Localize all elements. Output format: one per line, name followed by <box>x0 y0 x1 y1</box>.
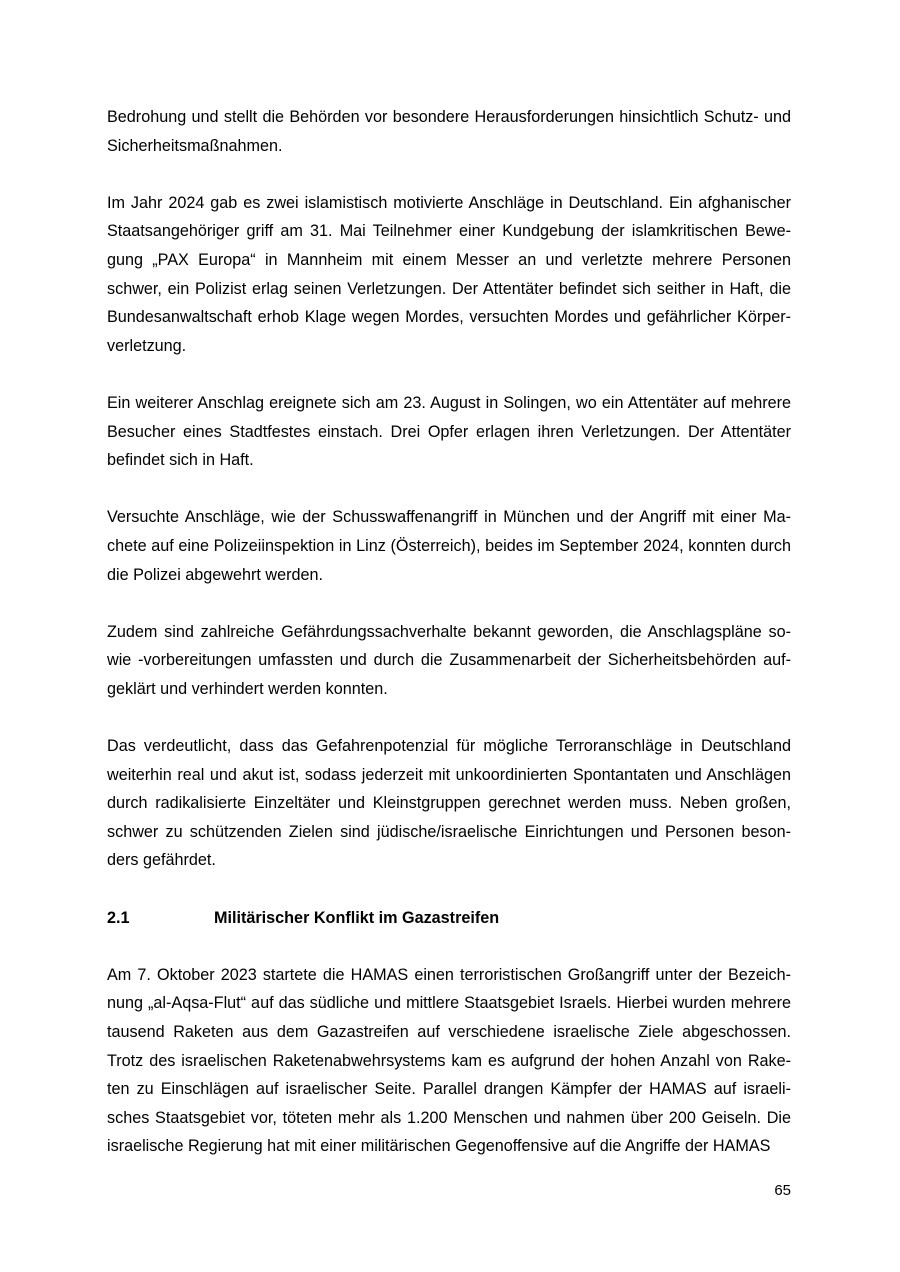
paragraph-threat-potential: Das verdeutlicht, dass das Gefahrenpotenzial für mögliche Terroranschläge in Deutschland weiterhin real und akut ist, sodass jederzeit mit unkoordinierten Spontantaten und Anschlägen durch radikalisierte Einzeltäter und Kleinstgruppen gerechnet werden muss. Neben großen, schwer zu schützenden Zielen sind jüdische/israelische Einrichtungen und Personen besonders gefährdet. <box>107 737 791 870</box>
page-content <box>107 103 791 1190</box>
page-number: 65 <box>774 1182 791 1199</box>
paragraph-attacks-2024: Im Jahr 2024 gab es zwei islamistisch motivierte Anschläge in Deutschland. Ein afghanischer Staatsangehöriger griff am 31. Mai Teilnehmer einer Kundgebung der islamkritischen Bewegung „PAX Europa“ in Mannheim mit einem Messer an und verletzte mehrere Personen schwer, ein Polizist erlag seinen Verletzungen. Der Attentäter befindet sich seither in Haft, die Bundesanwaltschaft erhob Klage wegen Mordes, versuchten Mordes und gefährlicher Körperverletzung. <box>107 193 791 355</box>
paragraph-solingen: Ein weiterer Anschlag ereignete sich am 23. August in Solingen, wo ein Attentäter auf mehrere Besucher eines Stadtfestes einstach. Drei Opfer erlagen ihren Verletzungen. Der Attentäter befindet sich in Haft. <box>107 393 791 470</box>
section-number: 2.1 <box>107 908 130 927</box>
section-heading <box>107 904 791 933</box>
section-title: Militärischer Konflikt im Gazastreifen <box>214 908 500 927</box>
paragraph-attempted-attacks: Versuchte Anschläge, wie der Schusswaffenangriff in München und der Angriff mit einer Machete auf eine Polizeiinspektion in Linz (Österreich), beides im September 2024, konnten durch die Polizei abgewehrt werden. <box>107 508 791 584</box>
paragraph-gaza-conflict: Am 7. Oktober 2023 startete die HAMAS einen terroristischen Großangriff unter der Bezeichnung „al-Aqsa-Flut“ auf das südliche und mittlere Staatsgebiet Israels. Hierbei wurden mehrere tausend Raketen aus dem Gazastreifen auf verschiedene israelische Ziele abgeschossen. Trotz des israelischen Raketenabwehrsystems kam es aufgrund der hohen Anzahl von Raketen zu Einschlägen auf israelischer Seite. Parallel drangen Kämpfer der HAMAS auf israelisches Staatsgebiet vor, töteten mehr als 1.200 Menschen und nahmen über 200 Geiseln. Die israelische Regierung hat mit einer militärischen Gegenoffensive auf die Angriffe der HAMAS <box>107 965 791 1156</box>
paragraph-continuation: Bedrohung und stellt die Behörden vor besondere Herausforderungen hinsichtlich Schutz- und Sicherheitsmaßnahmen. <box>107 108 791 155</box>
paragraph-threat-cases: Zudem sind zahlreiche Gefährdungssachverhalte bekannt geworden, die Anschlagspläne sowie -vorbereitungen umfassten und durch die Zusammenarbeit der Sicherheitsbehörden aufgeklärt und verhindert werden konnten. <box>107 622 791 698</box>
